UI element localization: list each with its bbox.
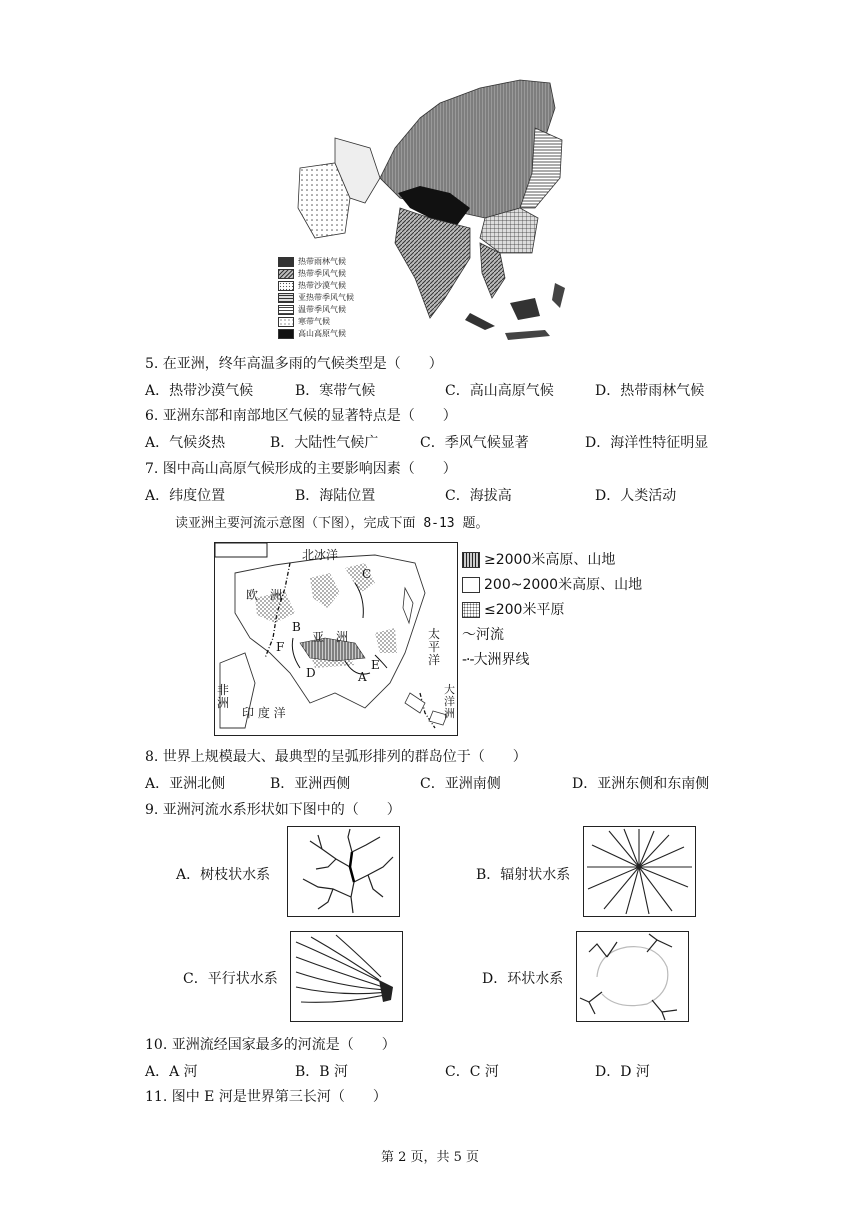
pacific-ocean-label: 太 平 洋 (428, 627, 441, 667)
option-d[interactable]: D．D 河 (595, 1064, 650, 1080)
option-a[interactable]: A．树枝状水系 (176, 867, 271, 883)
page-footer: 第 2 页，共 5 页 (380, 1150, 480, 1165)
question-10-stem: 10. 亚洲流经国家最多的河流是（ ） (145, 1037, 396, 1053)
river-label-d: D (306, 666, 316, 680)
legend-swatch (278, 293, 294, 303)
option-b[interactable]: B．亚洲西侧 (270, 776, 351, 792)
option-d[interactable]: D．热带雨林气候 (595, 383, 705, 399)
legend-swatch (278, 329, 294, 339)
legend-swatch (278, 269, 294, 279)
dendritic-drainage-figure (287, 826, 400, 917)
legend-swatch-mid (462, 577, 480, 593)
river-label-a: A (358, 670, 367, 684)
option-c[interactable]: C．平行状水系 (183, 971, 278, 987)
river-label-f: F (276, 640, 285, 654)
river-label-e: E (371, 658, 380, 672)
legend-label: 高山高原气候 (298, 329, 346, 338)
legend-label: 200~2000米高原、山地 (484, 577, 643, 593)
option-b[interactable]: B．辐射状水系 (476, 867, 571, 883)
question-5-stem: 5. 在亚洲，终年高温多雨的气候类型是（ ） (145, 356, 443, 372)
parallel-drainage-figure (290, 931, 403, 1022)
legend-swatch (278, 257, 294, 267)
legend-label: 热带季风气候 (298, 269, 346, 278)
legend-swatch (278, 305, 294, 315)
boundary-symbol-icon: -·- (462, 652, 474, 668)
radial-drainage-figure (583, 826, 696, 917)
option-b[interactable]: B．寒带气候 (295, 383, 376, 399)
arctic-ocean-label: 北冰洋 (302, 548, 339, 562)
option-b[interactable]: B．海陆位置 (295, 488, 376, 504)
asia-label: 亚 洲 (312, 630, 349, 644)
option-a[interactable]: A．纬度位置 (145, 488, 226, 504)
legend-label: 热带雨林气候 (298, 257, 346, 266)
question-6-stem: 6. 亚洲东部和南部地区气候的显著特点是（ ） (145, 408, 457, 424)
europe-label: 欧 洲 (246, 588, 283, 602)
africa-label: 非 洲 (217, 683, 230, 710)
option-a[interactable]: A．气候炎热 (145, 435, 226, 451)
option-d[interactable]: D．环状水系 (482, 971, 564, 987)
question-9-stem: 9. 亚洲河流水系形状如下图中的（ ） (145, 802, 401, 818)
question-7-stem: 7. 图中高山高原气候形成的主要影响因素（ ） (145, 461, 457, 477)
option-b[interactable]: B．B 河 (295, 1064, 349, 1080)
legend-swatch (278, 281, 294, 291)
legend-label: 河流 (476, 627, 504, 643)
intro-text: 读亚洲主要河流示意图（下图），完成下面 8-13 题。 (175, 516, 489, 531)
option-d[interactable]: D．海洋性特征明显 (585, 435, 709, 451)
legend-label: 温带季风气候 (298, 305, 346, 314)
option-a[interactable]: A．A 河 (145, 1064, 198, 1080)
question-8-stem: 8. 世界上规模最大、最典型的呈弧形排列的群岛位于（ ） (145, 749, 527, 765)
indian-ocean-label: 印 度 洋 (242, 706, 286, 720)
legend-label: 亚热带季风气候 (298, 293, 354, 302)
legend-label: 寒带气候 (298, 317, 330, 326)
option-a[interactable]: A．亚洲北侧 (145, 776, 226, 792)
option-c[interactable]: C．C 河 (445, 1064, 499, 1080)
legend-swatch-high (462, 552, 480, 568)
legend-swatch (278, 317, 294, 327)
option-d[interactable]: D．人类活动 (595, 488, 677, 504)
oceania-label: 大 洋 洲 (444, 683, 455, 720)
option-c[interactable]: C．季风气候显著 (420, 435, 529, 451)
legend-swatch-plain (462, 602, 480, 618)
river-label-c: C (362, 567, 372, 581)
legend-label: 大洲界线 (473, 652, 530, 668)
option-c[interactable]: C．亚洲南侧 (420, 776, 501, 792)
annular-drainage-figure (576, 931, 689, 1022)
option-b[interactable]: B．大陆性气候广 (270, 435, 379, 451)
option-c[interactable]: C．海拔高 (445, 488, 512, 504)
legend-label: ≥2000米高原、山地 (484, 552, 616, 568)
river-label-b: B (292, 620, 301, 634)
option-a[interactable]: A．热带沙漠气候 (145, 383, 254, 399)
legend-label: 热带沙漠气候 (298, 281, 346, 290)
question-11-stem: 11. 图中 E 河是世界第三长河（ ） (145, 1089, 387, 1105)
river-symbol-icon: 〜 (462, 627, 476, 643)
legend-label: ≤200米平原 (484, 602, 565, 618)
option-d[interactable]: D．亚洲东侧和东南侧 (572, 776, 710, 792)
option-c[interactable]: C．高山高原气候 (445, 383, 554, 399)
